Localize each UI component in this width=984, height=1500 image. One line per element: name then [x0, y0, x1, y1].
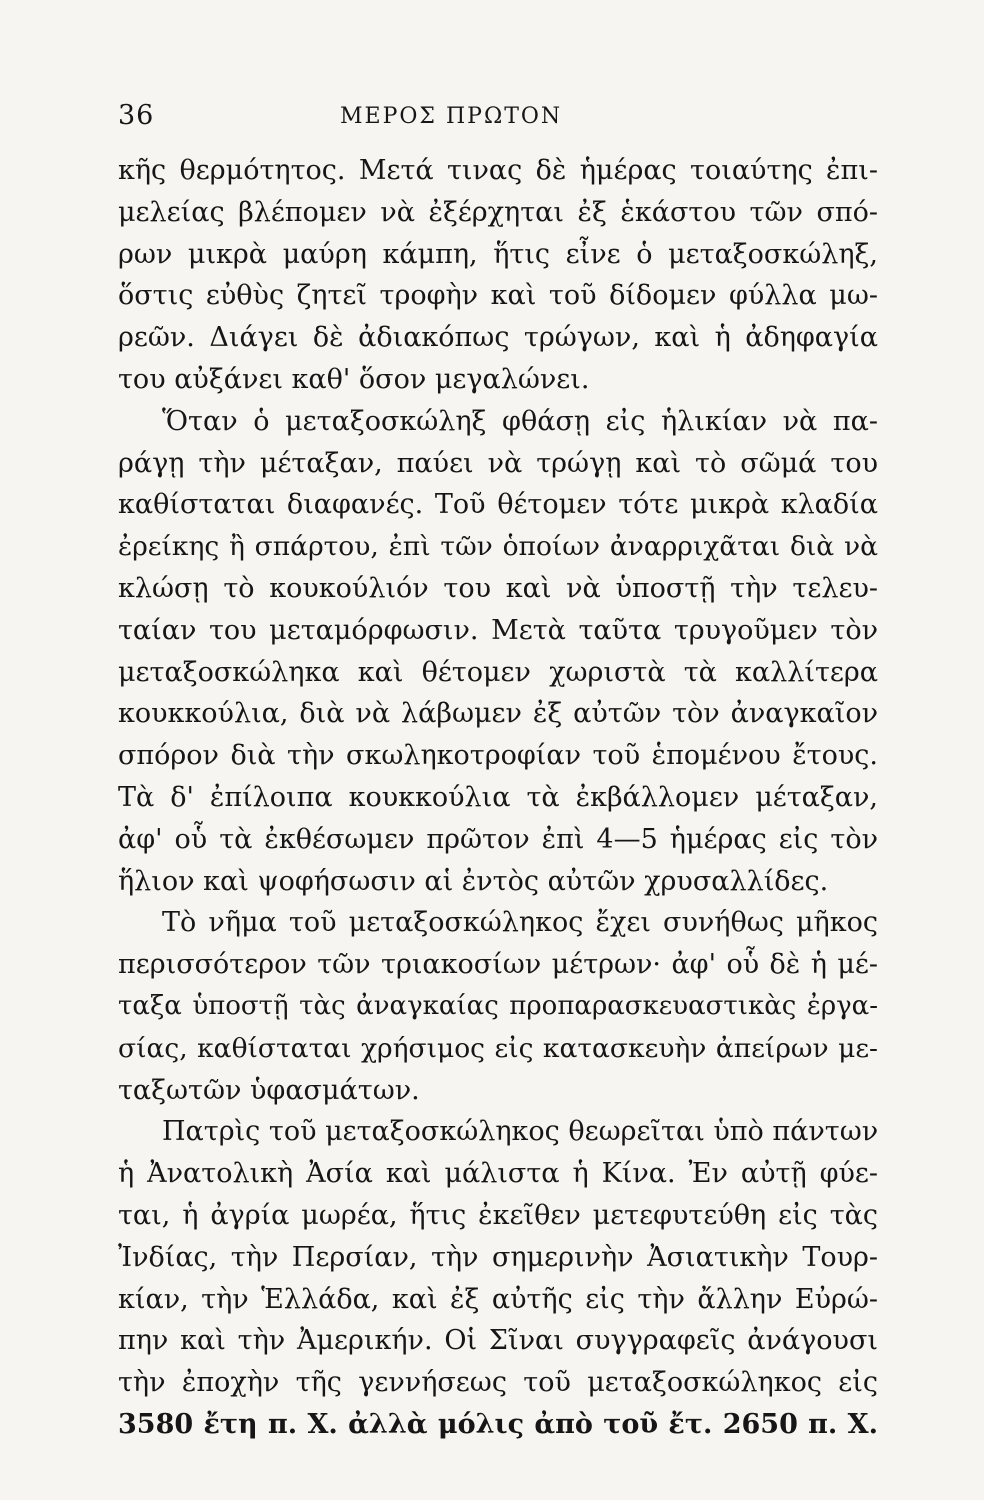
text-line: κῆς θερμότητος. Μετά τινας δὲ ἡμέρας τοιαύτης ἐπι-: [118, 155, 878, 186]
text-line: ρων μικρὰ μαύρη κάμπη, ἥτις εἶνε ὁ μεταξοσκώληξ,: [118, 238, 878, 270]
text-line: ἥλιον καὶ ψοφήσωσιν αἱ ἐντὸς αὐτῶν χρυσαλλίδες.: [118, 865, 829, 897]
text-line: ταξωτῶν ὑφασμάτων.: [118, 1074, 420, 1106]
text-line: πην καὶ τὴν Ἀμερικήν. Οἱ Σῖναι συγγραφεῖς ἀνάγουσι: [118, 1325, 878, 1357]
text-line: μελείας βλέπομεν νὰ ἐξέρχηται ἐξ ἑκάστου τῶν σπό-: [118, 196, 878, 228]
text-line: ράγῃ τὴν μέταξαν, παύει νὰ τρώγῃ καὶ τὸ σῶμά του: [118, 447, 878, 479]
text-line: σίας, καθίσταται χρήσιμος εἰς κατασκευὴν ἀπείρων με-: [118, 1032, 878, 1064]
text-line: κουκκούλια, διὰ νὰ λάβωμεν ἐξ αὐτῶν τὸν ἀναγκαῖον: [118, 698, 878, 730]
page-header: [118, 100, 878, 136]
text-line: του αὐξάνει καθ' ὅσον μεγαλώνει.: [118, 363, 590, 395]
text-line: περισσότερον τῶν τριακοσίων μέτρων· ἀφ' οὗ δὲ ἡ μέ-: [118, 949, 878, 981]
text-line: ταίαν του μεταμόρφωσιν. Μετὰ ταῦτα τρυγοῦμεν τὸν: [118, 614, 878, 646]
text-line: κίαν, τὴν Ἑλλάδα, καὶ ἐξ αὐτῆς εἰς τὴν ἄλλην Εὐρώ-: [118, 1283, 878, 1315]
text-line: μεταξοσκώληκα καὶ θέτομεν χωριστὰ τὰ καλλίτερα: [118, 656, 878, 688]
text-line: κλώσῃ τὸ κουκούλιόν του καὶ νὰ ὑποστῇ τὴν τελευ-: [118, 572, 878, 604]
paragraph-start-line: Τὸ νῆμα τοῦ μεταξοσκώληκος ἔχει συνήθως μῆκος: [162, 907, 878, 939]
text-line: ἐρείκης ἢ σπάρτου, ἐπὶ τῶν ὁποίων ἀναρριχᾶται διὰ νὰ: [118, 531, 878, 563]
text-line: Ἰνδίας, τὴν Περσίαν, τὴν σημερινὴν Ἀσιατικὴν Τουρ-: [118, 1241, 878, 1273]
text-line: τὴν ἐποχὴν τῆς γεννήσεως τοῦ μεταξοσκώληκος εἰς: [118, 1367, 878, 1399]
paragraph-start-line: Πατρὶς τοῦ μεταξοσκώληκος θεωρεῖται ὑπὸ πάντων: [162, 1116, 878, 1148]
running-head: ΜΕΡΟΣ ΠΡΩΤΟΝ: [340, 104, 563, 129]
text-line: ὅστις εὐθὺς ζητεῖ τροφὴν καὶ τοῦ δίδομεν φύλλα μω-: [118, 280, 878, 312]
text-line: ται, ἡ ἀγρία μωρέα, ἥτις ἐκεῖθεν μετεφυτεύθη εἰς τὰς: [118, 1199, 878, 1231]
text-line: ταξα ὑποστῇ τὰς ἀναγκαίας προπαρασκευαστικὰς ἐργα-: [118, 990, 878, 1021]
text-line: ἀφ' οὗ τὰ ἐκθέσωμεν πρῶτον ἐπὶ 4—5 ἡμέρας εἰς τὸν: [118, 823, 878, 855]
page-number: 36: [118, 100, 155, 131]
paragraph-start-line: Ὅταν ὁ μεταξοσκώληξ φθάσῃ εἰς ἡλικίαν νὰ πα-: [162, 405, 878, 437]
text-line: 3580 ἔτη π. Χ. ἀλλὰ μόλις ἀπὸ τοῦ ἔτ. 2650 π. Χ.: [118, 1408, 878, 1440]
text-line: ρεῶν. Διάγει δὲ ἀδιακόπως τρώγων, καὶ ἡ ἀδηφαγία: [118, 322, 878, 354]
text-line: Τὰ δ' ἐπίλοιπα κουκκούλια τὰ ἐκβάλλομεν μέταξαν,: [118, 781, 878, 813]
text-line: καθίσταται διαφανές. Τοῦ θέτομεν τότε μικρὰ κλαδία: [118, 489, 878, 521]
body-text: [118, 150, 878, 1446]
text-line: ἡ Ἀνατολικὴ Ἀσία καὶ μάλιστα ἡ Κίνα. Ἐν αὐτῇ φύε-: [118, 1158, 878, 1190]
text-line: σπόρον διὰ τὴν σκωληκοτροφίαν τοῦ ἑπομένου ἔτους.: [118, 740, 878, 772]
